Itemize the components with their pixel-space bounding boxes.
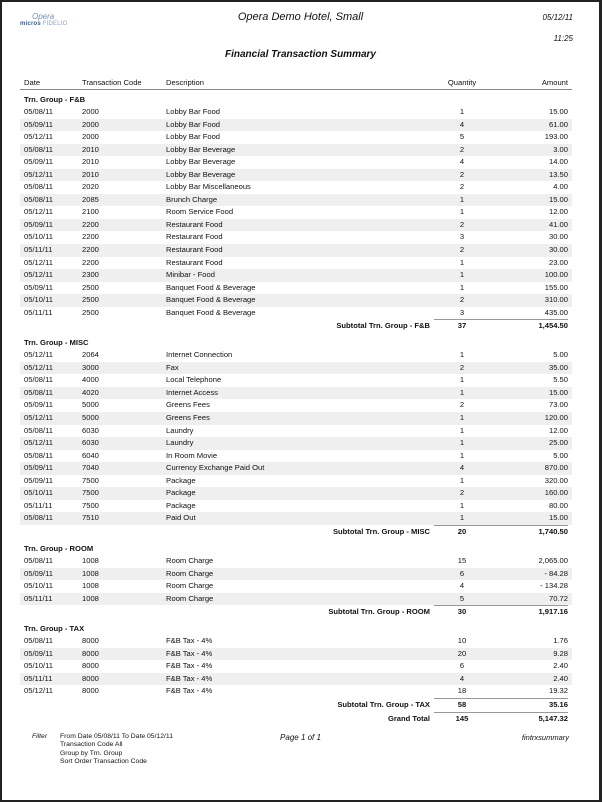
table-row <box>20 194 572 207</box>
quantity-cell: 4 <box>459 673 465 683</box>
code-cell: 2200 <box>82 257 99 267</box>
date-cell: 05/08/11 <box>24 182 53 192</box>
amount-cell: - 134.28 <box>540 581 568 591</box>
code-cell: 2020 <box>82 182 99 192</box>
description-cell: Fax <box>166 362 179 372</box>
date-cell: 05/09/11 <box>24 475 53 485</box>
description-cell: Lobby Bar Beverage <box>166 144 236 154</box>
quantity-cell: 1 <box>459 500 465 510</box>
date-cell: 05/12/11 <box>24 132 53 142</box>
code-cell: 2000 <box>82 132 99 142</box>
code-cell: 2200 <box>82 245 99 255</box>
table-row <box>20 673 572 686</box>
subtotal-row <box>20 605 572 619</box>
report-date: 05/12/11 <box>542 13 573 22</box>
subtotal-amount: 35.16 <box>548 699 568 709</box>
code-cell: 2500 <box>82 282 99 292</box>
table-row <box>20 593 572 606</box>
code-cell: 3000 <box>82 362 99 372</box>
table-row <box>20 169 572 182</box>
report-time: 11:25 <box>553 34 573 43</box>
table-row <box>20 362 572 375</box>
code-cell: 8000 <box>82 686 99 696</box>
amount-cell: 23.00 <box>548 257 568 267</box>
code-cell: 2000 <box>82 119 99 129</box>
quantity-cell: 2 <box>459 295 465 305</box>
code-cell: 2010 <box>82 169 99 179</box>
code-cell: 1008 <box>82 581 99 591</box>
date-cell: 05/12/11 <box>24 207 53 217</box>
quantity-cell: 2 <box>459 182 465 192</box>
amount-cell: 25.00 <box>548 438 568 448</box>
quantity-cell: 1 <box>459 194 465 204</box>
quantity-cell: 6 <box>459 661 465 671</box>
amount-cell: 19.32 <box>548 686 568 696</box>
subtotal-quantity: 20 <box>457 526 467 536</box>
table-row <box>20 257 572 270</box>
quantity-cell: 10 <box>457 636 467 646</box>
table-row <box>20 282 572 295</box>
date-cell: 05/10/11 <box>24 232 53 242</box>
table-row <box>20 635 572 648</box>
quantity-cell: 4 <box>459 463 465 473</box>
description-cell: Restaurant Food <box>166 219 223 229</box>
amount-cell: 9.28 <box>553 648 568 658</box>
table-row <box>20 119 572 132</box>
date-cell: 05/08/11 <box>24 450 53 460</box>
table-row <box>20 475 572 488</box>
description-cell: Package <box>166 488 196 498</box>
code-cell: 2000 <box>82 107 99 116</box>
date-cell: 05/12/11 <box>24 686 53 696</box>
quantity-cell: 1 <box>459 375 465 385</box>
code-cell: 7500 <box>82 475 99 485</box>
table-row <box>20 349 572 362</box>
date-cell: 05/11/11 <box>24 593 53 603</box>
quantity-cell: 1 <box>459 107 465 116</box>
amount-cell: 5.00 <box>553 350 568 360</box>
col-amount: Amount <box>541 78 568 87</box>
code-cell: 8000 <box>82 648 99 658</box>
table-header <box>20 76 572 90</box>
code-cell: 8000 <box>82 636 99 646</box>
filter-label: Filter <box>32 733 48 740</box>
code-cell: 7500 <box>82 488 99 498</box>
date-cell: 05/08/11 <box>24 513 53 523</box>
transaction-table <box>20 76 572 726</box>
table-row <box>20 555 572 568</box>
quantity-cell: 3 <box>459 307 465 317</box>
group-label: Trn. Group - MISC <box>24 338 89 348</box>
amount-cell: 5.00 <box>553 450 568 460</box>
description-cell: Lobby Bar Food <box>166 107 221 116</box>
table-row <box>20 106 572 119</box>
date-cell: 05/11/11 <box>24 245 53 255</box>
description-cell: Room Charge <box>166 593 214 603</box>
table-row <box>20 500 572 513</box>
amount-cell: 155.00 <box>544 282 568 292</box>
description-cell: Room Charge <box>166 555 214 565</box>
table-row <box>20 462 572 475</box>
quantity-cell: 1 <box>459 207 465 217</box>
table-row <box>20 156 572 169</box>
table-row <box>20 648 572 661</box>
date-cell: 05/10/11 <box>24 295 53 305</box>
quantity-cell: 1 <box>459 475 465 485</box>
code-cell: 7040 <box>82 463 99 473</box>
amount-cell: 120.00 <box>544 413 568 423</box>
amount-cell: 160.00 <box>544 488 568 498</box>
date-cell: 05/12/11 <box>24 350 53 360</box>
date-cell: 05/08/11 <box>24 555 53 565</box>
date-cell: 05/08/11 <box>24 144 53 154</box>
table-row <box>20 450 572 463</box>
description-cell: Greens Fees <box>166 413 210 423</box>
amount-cell: 12.00 <box>548 207 568 217</box>
quantity-cell: 1 <box>459 425 465 435</box>
code-cell: 2200 <box>82 219 99 229</box>
date-cell: 05/08/11 <box>24 194 53 204</box>
page-number: Page 1 of 1 <box>280 733 321 742</box>
date-cell: 05/11/11 <box>24 307 53 317</box>
date-cell: 05/09/11 <box>24 463 53 473</box>
col-code: Transaction Code <box>82 78 142 87</box>
table-row <box>20 685 572 698</box>
code-cell: 6030 <box>82 438 99 448</box>
quantity-cell: 6 <box>459 568 465 578</box>
code-cell: 2100 <box>82 207 99 217</box>
code-cell: 1008 <box>82 593 99 603</box>
amount-cell: 70.72 <box>548 593 568 603</box>
amount-cell: 320.00 <box>544 475 568 485</box>
grand-total-row: Grand Total 145 5,147.32 <box>387 713 568 723</box>
col-description: Description <box>166 78 204 87</box>
col-quantity: Quantity <box>447 78 477 87</box>
quantity-cell: 2 <box>459 144 465 154</box>
date-cell: 05/10/11 <box>24 581 53 591</box>
table-row <box>20 144 572 157</box>
date-cell: 05/09/11 <box>24 219 53 229</box>
description-cell: Paid Out <box>166 513 196 523</box>
amount-cell: 61.00 <box>548 119 568 129</box>
amount-cell: 12.00 <box>548 425 568 435</box>
description-cell: Package <box>166 500 196 510</box>
amount-cell: 193.00 <box>544 132 568 142</box>
quantity-cell: 2 <box>459 362 465 372</box>
date-cell: 05/12/11 <box>24 362 53 372</box>
amount-cell: 100.00 <box>544 270 568 280</box>
table-row <box>20 374 572 387</box>
description-cell: Lobby Bar Miscellaneous <box>166 182 251 192</box>
quantity-cell: 3 <box>459 232 465 242</box>
description-cell: Room Service Food <box>166 207 234 217</box>
amount-cell: 5.50 <box>553 375 568 385</box>
date-cell: 05/09/11 <box>24 400 53 410</box>
subtotal-label: Subtotal Trn. Group - TAX <box>337 699 430 709</box>
date-cell: 05/09/11 <box>24 119 53 129</box>
description-cell: Banquet Food & Beverage <box>166 282 256 292</box>
amount-cell: 3.00 <box>553 144 568 154</box>
description-cell: In Room Movie <box>166 450 218 460</box>
code-cell: 1008 <box>82 568 99 578</box>
table-row <box>20 387 572 400</box>
quantity-cell: 18 <box>457 686 467 696</box>
description-cell: Lobby Bar Beverage <box>166 169 236 179</box>
table-row <box>20 181 572 194</box>
description-cell: Banquet Food & Beverage <box>166 295 256 305</box>
description-cell: Restaurant Food <box>166 245 223 255</box>
quantity-cell: 1 <box>459 282 465 292</box>
quantity-cell: 20 <box>457 648 467 658</box>
description-cell: F&B Tax - 4% <box>166 636 213 646</box>
filter-criteria: From Date 05/08/11 To Date 05/12/11 Transaction Code All Group by Trn. Group Sort Order Transaction Code <box>60 733 173 765</box>
table-row <box>20 412 572 425</box>
quantity-cell: 5 <box>459 132 465 142</box>
table-row <box>20 269 572 282</box>
amount-cell: 1.76 <box>553 636 568 646</box>
group-label: Trn. Group - F&B <box>24 95 86 104</box>
date-cell: 05/09/11 <box>24 568 53 578</box>
code-cell: 4020 <box>82 387 99 397</box>
group-label: Trn. Group - ROOM <box>24 543 94 553</box>
table-row <box>20 580 572 593</box>
date-cell: 05/08/11 <box>24 107 53 116</box>
subtotal-label: Subtotal Trn. Group - F&B <box>336 321 430 331</box>
subtotal-amount: 1,917.16 <box>538 607 568 617</box>
amount-cell: 73.00 <box>548 400 568 410</box>
code-cell: 2500 <box>82 307 99 317</box>
description-cell: Laundry <box>166 438 194 448</box>
description-cell: Minibar - Food <box>166 270 215 280</box>
amount-cell: - 84.28 <box>544 568 568 578</box>
description-cell: Room Charge <box>166 568 214 578</box>
quantity-cell: 2 <box>459 400 465 410</box>
code-cell: 5000 <box>82 400 99 410</box>
description-cell: Local Telephone <box>166 375 222 385</box>
amount-cell: 2,065.00 <box>538 555 568 565</box>
table-row <box>20 660 572 673</box>
table-row <box>20 219 572 232</box>
table-row <box>20 206 572 219</box>
quantity-cell: 4 <box>459 119 465 129</box>
amount-cell: 2.40 <box>553 661 568 671</box>
code-cell: 6030 <box>82 425 99 435</box>
subtotal-label: Subtotal Trn. Group - ROOM <box>328 607 430 617</box>
col-date: Date <box>24 78 41 87</box>
subtotal-quantity: 30 <box>457 607 467 617</box>
amount-cell: 15.00 <box>548 107 568 116</box>
code-cell: 7510 <box>82 513 99 523</box>
code-cell: 2010 <box>82 157 99 167</box>
amount-cell: 310.00 <box>544 295 568 305</box>
description-cell: Laundry <box>166 425 194 435</box>
quantity-cell: 1 <box>459 450 465 460</box>
description-cell: F&B Tax - 4% <box>166 661 213 671</box>
subtotal-row <box>20 319 572 333</box>
description-cell: Restaurant Food <box>166 257 223 267</box>
date-cell: 05/08/11 <box>24 636 53 646</box>
table-row <box>20 512 572 525</box>
table-row <box>20 568 572 581</box>
group-label: Trn. Group - TAX <box>24 624 85 634</box>
table-row <box>20 307 572 320</box>
code-cell: 5000 <box>82 413 99 423</box>
date-cell: 05/11/11 <box>24 500 53 510</box>
code-cell: 2200 <box>82 232 99 242</box>
subtotal-row <box>20 525 572 539</box>
code-cell: 6040 <box>82 450 99 460</box>
date-cell: 05/12/11 <box>24 169 53 179</box>
code-cell: 8000 <box>82 673 99 683</box>
quantity-cell: 2 <box>459 488 465 498</box>
description-cell: Greens Fees <box>166 400 210 410</box>
description-cell: F&B Tax - 4% <box>166 686 213 696</box>
quantity-cell: 1 <box>459 387 465 397</box>
code-cell: 2010 <box>82 144 99 154</box>
table-row <box>20 437 572 450</box>
amount-cell: 2.40 <box>553 673 568 683</box>
description-cell: Banquet Food & Beverage <box>166 307 256 317</box>
subtotal-label: Subtotal Trn. Group - MISC <box>332 526 430 536</box>
quantity-cell: 1 <box>459 257 465 267</box>
amount-cell: 14.00 <box>548 157 568 167</box>
description-cell: Restaurant Food <box>166 232 223 242</box>
amount-cell: 30.00 <box>548 232 568 242</box>
amount-cell: 435.00 <box>544 307 568 317</box>
description-cell: Package <box>166 475 196 485</box>
quantity-cell: 1 <box>459 513 465 523</box>
code-cell: 8000 <box>82 661 99 671</box>
quantity-cell: 2 <box>459 219 465 229</box>
amount-cell: 13.50 <box>548 169 568 179</box>
report-title: Financial Transaction Summary <box>225 49 376 60</box>
code-cell: 2085 <box>82 194 99 204</box>
code-cell: 2064 <box>82 350 99 360</box>
quantity-cell: 4 <box>459 157 465 167</box>
amount-cell: 30.00 <box>548 245 568 255</box>
amount-cell: 15.00 <box>548 387 568 397</box>
quantity-cell: 1 <box>459 350 465 360</box>
date-cell: 05/10/11 <box>24 661 53 671</box>
description-cell: Internet Connection <box>166 350 233 360</box>
subtotal-amount: 1,454.50 <box>538 321 568 331</box>
subtotal-amount: 1,740.50 <box>538 526 568 536</box>
code-cell: 2300 <box>82 270 99 280</box>
amount-cell: 15.00 <box>548 194 568 204</box>
description-cell: Internet Access <box>166 387 218 397</box>
table-row <box>20 244 572 257</box>
quantity-cell: 5 <box>459 593 465 603</box>
code-cell: 4000 <box>82 375 99 385</box>
subtotal-quantity: 37 <box>457 321 467 331</box>
amount-cell: 870.00 <box>544 463 568 473</box>
date-cell: 05/12/11 <box>24 413 53 423</box>
date-cell: 05/09/11 <box>24 282 53 292</box>
description-cell: F&B Tax - 4% <box>166 648 213 658</box>
subtotal-row <box>20 698 572 712</box>
code-cell: 1008 <box>82 555 99 565</box>
quantity-cell: 1 <box>459 413 465 423</box>
table-row <box>20 399 572 412</box>
description-cell: Lobby Bar Beverage <box>166 157 236 167</box>
quantity-cell: 15 <box>457 555 467 565</box>
amount-cell: 35.00 <box>548 362 568 372</box>
amount-cell: 41.00 <box>548 219 568 229</box>
date-cell: 05/08/11 <box>24 425 53 435</box>
table-row <box>20 231 572 244</box>
code-cell: 2500 <box>82 295 99 305</box>
table-row <box>20 131 572 144</box>
date-cell: 05/08/11 <box>24 375 53 385</box>
description-cell: Room Charge <box>166 581 214 591</box>
description-cell: Lobby Bar Food <box>166 132 221 142</box>
table-row <box>20 294 572 307</box>
quantity-cell: 4 <box>459 581 465 591</box>
date-cell: 05/09/11 <box>24 157 53 167</box>
quantity-cell: 1 <box>459 438 465 448</box>
date-cell: 05/11/11 <box>24 673 53 683</box>
description-cell: Lobby Bar Food <box>166 119 221 129</box>
date-cell: 05/12/11 <box>24 257 53 267</box>
description-cell: Currency Exchange Paid Out <box>166 463 265 473</box>
amount-cell: 80.00 <box>548 500 568 510</box>
date-cell: 05/12/11 <box>24 270 53 280</box>
report-name: fintrxsummary <box>521 733 569 742</box>
amount-cell: 15.00 <box>548 513 568 523</box>
description-cell: Brunch Charge <box>166 194 218 204</box>
description-cell: F&B Tax - 4% <box>166 673 213 683</box>
code-cell: 7500 <box>82 500 99 510</box>
table-row <box>20 487 572 500</box>
date-cell: 05/09/11 <box>24 648 53 658</box>
micros-fidelio-logo: Opera micros FIDELIO <box>20 12 68 27</box>
amount-cell: 4.00 <box>553 182 568 192</box>
date-cell: 05/08/11 <box>24 387 53 397</box>
subtotal-quantity: 58 <box>457 699 467 709</box>
quantity-cell: 1 <box>459 270 465 280</box>
quantity-cell: 2 <box>459 245 465 255</box>
quantity-cell: 2 <box>459 169 465 179</box>
date-cell: 05/12/11 <box>24 438 53 448</box>
table-row <box>20 425 572 438</box>
hotel-name: Opera Demo Hotel, Small <box>237 11 364 23</box>
date-cell: 05/10/11 <box>24 488 53 498</box>
